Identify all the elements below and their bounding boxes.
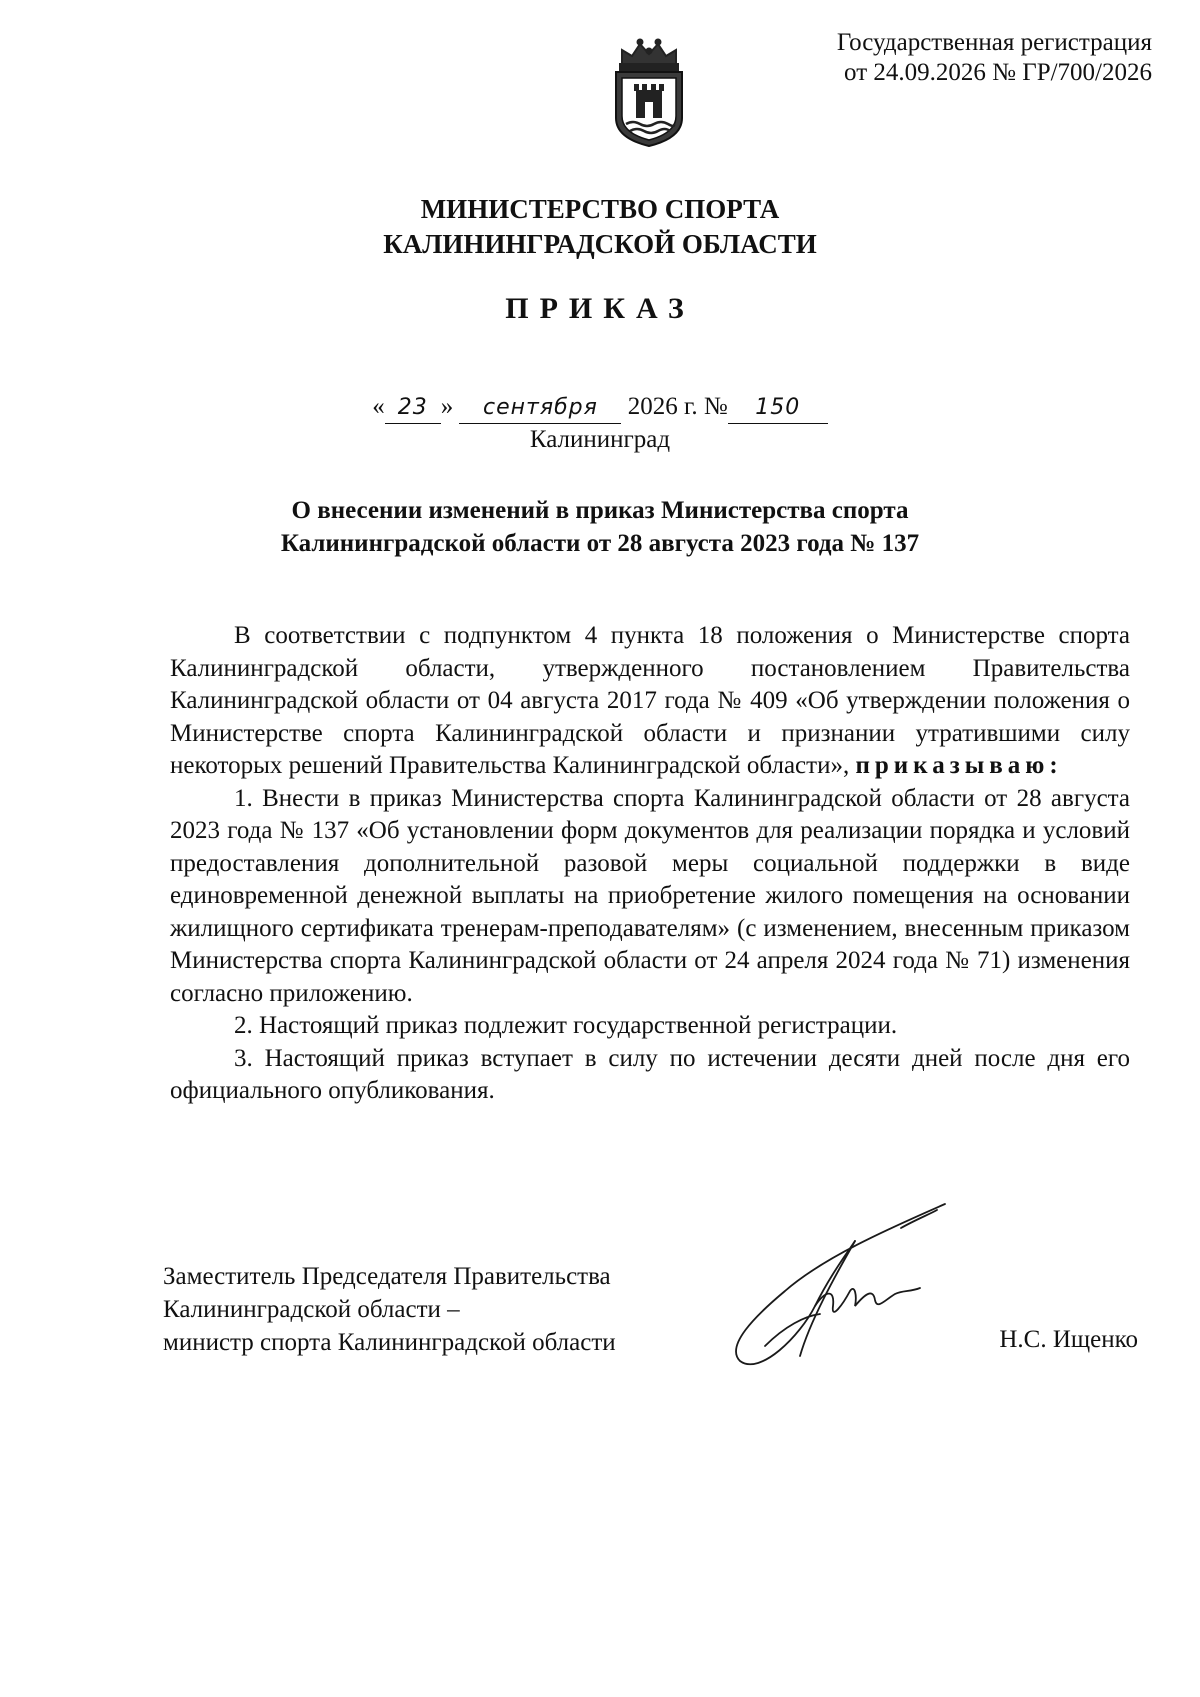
position-line-1: Заместитель Председателя Правительства — [163, 1263, 611, 1290]
order-item-1: 1. Внести в приказ Министерства спорта Калининградской области от 28 августа 2023 года № 137 «Об установлении форм документов для реализации порядка и условий предоставления дополнительной разовой меры социальной поддержки в виде единовременной денежной выплаты на приобретение жилого помещения на основании жилищного сертификата тренерам-преподавателям» (с изменением, внесенным приказом Министерства спорта Калининградской области от 24 апреля 2024 года № 71) изменения согласно приложению. — [170, 784, 1130, 1007]
year-and-number-label: 2026 г. № — [627, 393, 728, 420]
handwritten-day: 23 — [385, 393, 441, 424]
signatory-position — [163, 1260, 616, 1359]
preamble-text: В соответствии с подпунктом 4 пункта 18 положения о Министерстве спорта Калининградской области, утвержденного постановлением Правительства Калининградской области от 04 августа 2017 года № 409 «Об утверждении положения о Министерстве спорта Калининградской области и признании утратившими силу некоторых решений Правительства Калининградской области», — [170, 622, 1130, 779]
ministry-line-2: КАЛИНИНГРАДСКОЙ ОБЛАСТИ — [383, 229, 817, 259]
order-word: приказываю: — [855, 752, 1063, 779]
subject-line-2: Калининградской области от 28 августа 2023 года № 137 — [280, 530, 920, 557]
ministry-line-1: МИНИСТЕРСТВО СПОРТА — [420, 194, 780, 224]
registration-line-1: Государственная регистрация — [836, 29, 1152, 56]
order-body — [170, 620, 1130, 1108]
date-open-quote: « — [372, 393, 385, 420]
date-close-quote: » — [440, 393, 454, 420]
position-line-2: Калининградской области – — [163, 1296, 460, 1323]
handwritten-signature-icon — [705, 1196, 955, 1371]
subject-line-1: О внесении изменений в приказ Министерства спорта — [291, 497, 909, 524]
ministry-name — [0, 192, 1200, 262]
order-date-number — [0, 392, 1200, 424]
order-item-3: 3. Настоящий приказ вступает в силу по истечении десяти дней после дня его официального опубликования. — [170, 1044, 1130, 1104]
signer-name: Н.С. Ищенко — [999, 1326, 1138, 1353]
city-name: Калининград — [529, 426, 671, 453]
handwritten-order-number: 150 — [728, 393, 828, 424]
document-type-title: ПРИКАЗ — [505, 292, 695, 325]
position-line-3: министр спорта Калининградской области — [163, 1329, 616, 1356]
registration-line-2: от 24.09.2026 № ГР/700/2026 — [844, 59, 1152, 86]
preamble-paragraph — [170, 620, 1130, 783]
handwritten-month: сентября — [459, 393, 621, 424]
coat-of-arms-icon — [608, 38, 690, 148]
order-item-2: 2. Настоящий приказ подлежит государственной регистрации. — [234, 1012, 898, 1039]
registration-stamp — [837, 28, 1152, 88]
order-subject — [0, 494, 1200, 560]
